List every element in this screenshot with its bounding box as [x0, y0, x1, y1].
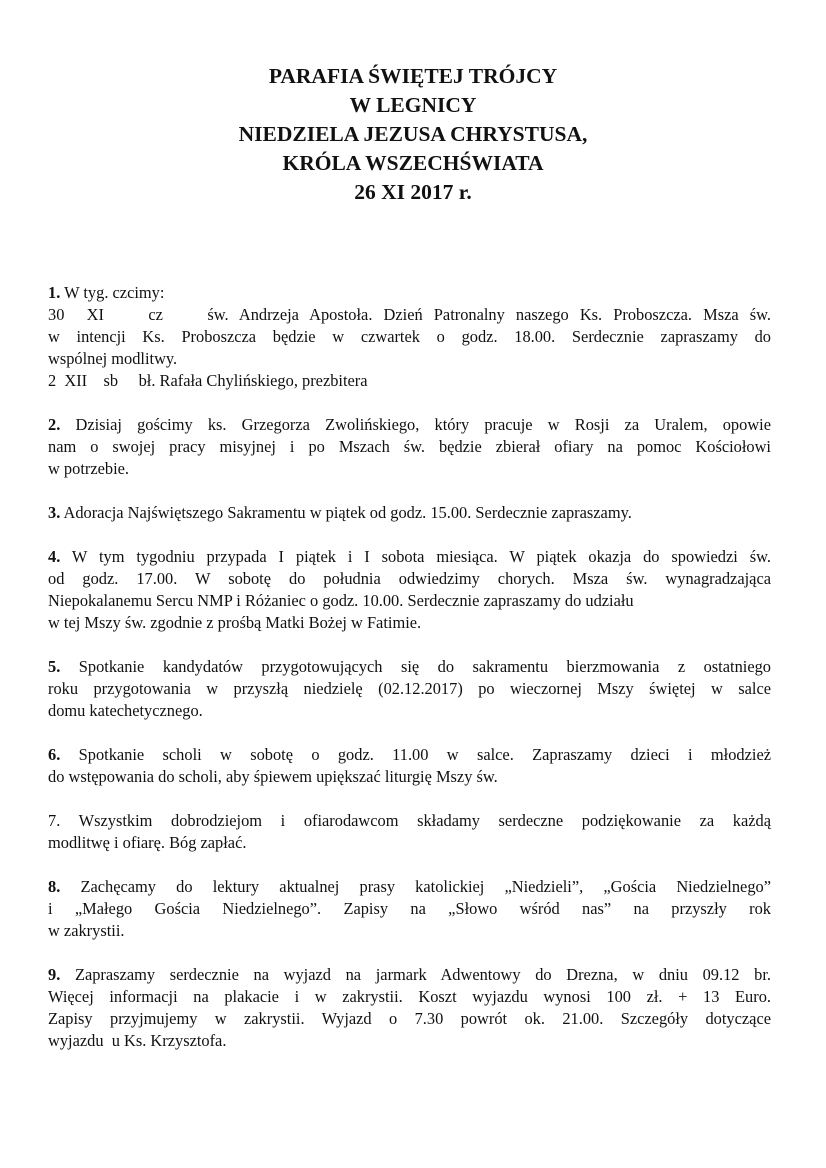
announcement-number: 2. — [48, 415, 61, 434]
announcement-8 — [48, 876, 771, 942]
announcement-text: 30 XI cz św. Andrzeja Apostoła. Dzień Patronalny naszego Ks. Proboszcza. Msza św. — [48, 305, 771, 324]
announcement-9 — [48, 964, 771, 1052]
announcement-3 — [48, 502, 771, 524]
announcement-number: 7. — [48, 811, 61, 830]
announcement-text: Zachęcamy do lektury aktualnej prasy katolickiej „Niedzieli”, „Gościa Niedzielnego” — [80, 877, 771, 896]
announcement-text: roku przygotowania w przyszłą niedzielę (02.12.2017) po wieczornej Mszy świętej w salce — [48, 679, 771, 698]
title-line-feast-cont: KRÓLA WSZECHŚWIATA — [282, 151, 544, 175]
announcement-text: Spotkanie kandydatów przygotowujących się do sakramentu bierzmowania z ostatniego — [78, 657, 771, 676]
announcement-text: Adoracja Najświętszego Sakramentu w piątek od godz. 15.00. Serdecznie zapraszamy. — [63, 503, 632, 522]
announcement-5 — [48, 656, 771, 722]
announcement-text: w zakrystii. — [48, 921, 125, 940]
announcement-6 — [48, 744, 771, 788]
announcement-number: 4. — [48, 547, 61, 566]
announcement-2 — [48, 414, 771, 480]
title-line-city: W LEGNICY — [349, 93, 477, 117]
announcement-number: 8. — [48, 877, 61, 896]
announcement-number: 9. — [48, 965, 61, 984]
announcement-text: w potrzebie. — [48, 459, 130, 478]
announcement-4 — [48, 546, 771, 634]
announcement-text: Niepokalanemu Sercu NMP i Różaniec o godz. 10.00. Serdecznie zapraszamy do udziału — [48, 591, 634, 610]
announcement-text: i „Małego Gościa Niedzielnego”. Zapisy na „Słowo wśród nas” na przyszły rok — [48, 899, 771, 918]
announcement-text: Zapisy przyjmujemy w zakrystii. Wyjazd o 7.30 powrót ok. 21.00. Szczegóły dotyczące — [48, 1009, 771, 1028]
announcement-text: 2 XII sb bł. Rafała Chylińskiego, prezbitera — [48, 371, 368, 390]
title-line-date: 26 XI 2017 r. — [354, 180, 472, 204]
announcement-number: 1. — [48, 283, 61, 302]
announcement-text: Dzisiaj gościmy ks. Grzegorza Zwolińskiego, który pracuje w Rosji za Uralem, opowie — [75, 415, 771, 434]
announcement-text: Spotkanie scholi w sobotę o godz. 11.00 w salce. Zapraszamy dzieci i młodzież — [78, 745, 771, 764]
announcement-text: Więcej informacji na plakacie i w zakrystii. Koszt wyjazdu wynosi 100 zł. + 13 Euro. — [48, 987, 771, 1006]
document-title — [0, 62, 826, 207]
announcement-text: wyjazdu u Ks. Krzysztofa. — [48, 1031, 227, 1050]
announcement-text: do wstępowania do scholi, aby śpiewem upiększać liturgię Mszy św. — [48, 767, 498, 786]
announcement-text: W tym tygodniu przypada I piątek i I sobota miesiąca. W piątek okazja do spowiedzi św. — [71, 547, 771, 566]
announcement-text: modlitwę i ofiarę. Bóg zapłać. — [48, 833, 247, 852]
announcement-number: 5. — [48, 657, 61, 676]
announcement-7 — [48, 810, 771, 854]
announcement-text: w intencji Ks. Proboszcza będzie w czwartek o godz. 18.00. Serdecznie zapraszamy do — [48, 327, 771, 346]
announcement-text: Zapraszamy serdecznie na wyjazd na jarmark Adwentowy do Drezna, w dniu 09.12 br. — [74, 965, 771, 984]
announcement-text: nam o swojej pracy misyjnej i po Mszach św. będzie zbierał ofiary na pomoc Kościołowi — [48, 437, 771, 456]
announcement-text: wspólnej modlitwy. — [48, 349, 178, 368]
title-line-feast: NIEDZIELA JEZUSA CHRYSTUSA, — [238, 122, 588, 146]
announcement-text: od godz. 17.00. W sobotę do południa odwiedzimy chorych. Msza św. wynagradzająca — [48, 569, 771, 588]
announcement-text: domu katechetycznego. — [48, 701, 203, 720]
announcement-number: 3. — [48, 503, 61, 522]
announcement-number: 6. — [48, 745, 61, 764]
announcement-text: w tej Mszy św. zgodnie z prośbą Matki Bożej w Fatimie. — [48, 613, 422, 632]
title-line-parish: PARAFIA ŚWIĘTEJ TRÓJCY — [268, 64, 558, 88]
announcement-text: W tyg. czcimy: — [64, 283, 165, 302]
announcement-text: Wszystkim dobrodziejom i ofiarodawcom składamy serdeczne podziękowanie za każdą — [78, 811, 771, 830]
announcements-list — [48, 282, 771, 1052]
announcement-1 — [48, 282, 771, 392]
